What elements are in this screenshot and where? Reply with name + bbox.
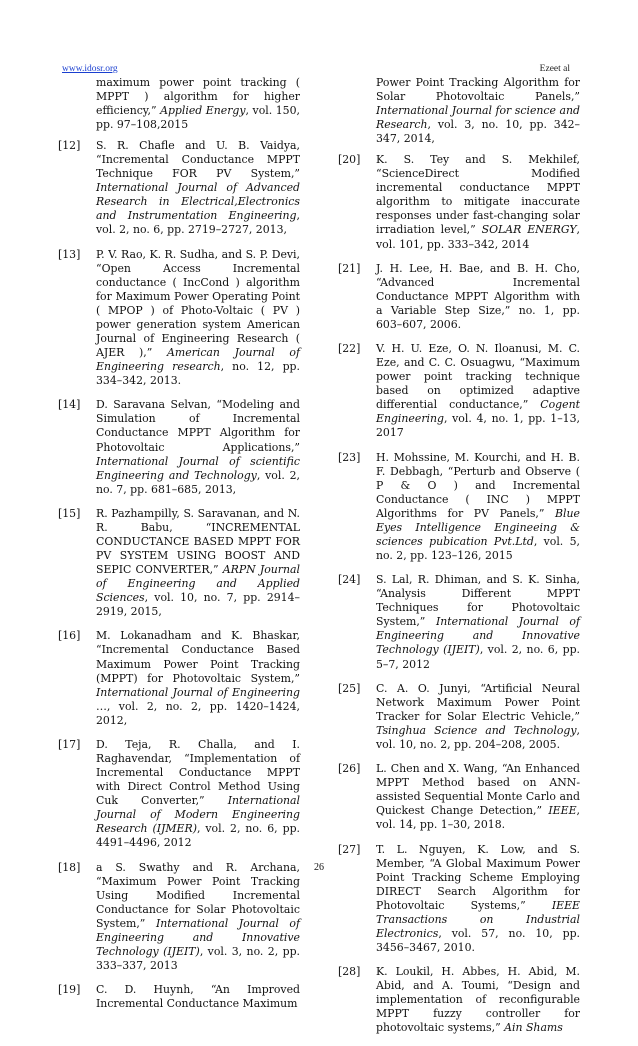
reference-entry — [338, 153, 580, 251]
reference-details: , vol. 10, no. 2, pp. 204–208, 2005. — [376, 723, 580, 751]
reference-text — [376, 342, 580, 440]
reference-venue: International Journal of Engineering and Innovative Technology (IJEIT) — [96, 916, 301, 958]
reference-text — [376, 682, 580, 752]
reference-text — [96, 76, 300, 132]
reference-text — [376, 451, 580, 563]
reference-entry — [338, 762, 580, 832]
reference-number: [26] — [338, 762, 361, 776]
reference-details: , vol. 2, no. 6, pp. 5–7, 2012 — [376, 643, 581, 671]
reference-details: , vol. 5, no. 2, pp. 123–126, 2015 — [376, 534, 580, 563]
reference-number: [12] — [58, 139, 81, 153]
reference-number: [20] — [338, 153, 361, 167]
reference-entry — [58, 629, 300, 727]
reference-entry — [338, 843, 580, 955]
reference-venue: Applied Energy — [160, 104, 246, 118]
reference-authors-title: P. V. Rao, K. R. Sudha, and S. P. Devi, “Open Access Incremental conductance ( IncCond ) algorithm for Maximum Power Operating Point ( MPOP ) of Photo-Voltaic ( PV ) power generation system American Journal of Engineering Research ( AJER ),” — [96, 247, 300, 360]
reference-number: [19] — [58, 983, 81, 997]
reference-details: , vol. 2, no. 6, pp. 2719–2727, 2013, — [96, 209, 300, 237]
page-number: 26 — [314, 862, 324, 873]
reference-venue: International Journal for science and Research — [376, 104, 580, 132]
reference-text — [376, 76, 580, 146]
reference-venue: IEEE — [548, 804, 577, 818]
reference-authors-title: C. D. Huynh, “An Improved Incremental Conductance Maximum — [96, 983, 300, 1011]
reference-details: , vol. 14, pp. 1–30, 2018. — [376, 804, 580, 832]
reference-details: , vol. 2, no. 7, pp. 681–685, 2013, — [96, 468, 300, 496]
references-left-column — [58, 76, 300, 1021]
reference-entry — [338, 573, 580, 671]
reference-details: , vol. 2, no. 6, pp. 4491–4496, 2012 — [96, 822, 301, 850]
reference-entry — [338, 342, 580, 440]
reference-entry — [58, 398, 300, 496]
reference-authors-title: M. Lokanadham and K. Bhaskar, “Incremental Conductance Based Maximum Power Point Tracking (MPPT) for Photovoltaic System,” — [96, 629, 300, 685]
reference-authors-title: H. Mohssine, M. Kourchi, and H. B. F. Debbagh, “Perturb and Observe ( P & O ) and Incremental Conductance ( INC ) MPPT Algorithms for PV Panels,” — [376, 450, 580, 520]
reference-details: …, vol. 2, no. 2, pp. 1420–1424, 2012, — [96, 699, 300, 727]
reference-number: [13] — [58, 247, 81, 261]
reference-number: [21] — [338, 261, 361, 275]
reference-entry — [338, 262, 580, 332]
reference-details: , no. 12, pp. 334–342, 2013. — [96, 360, 300, 388]
reference-number: [14] — [58, 398, 81, 412]
reference-entry — [58, 76, 300, 132]
reference-details: , vol. 150, pp. 97–108,2015 — [96, 104, 300, 132]
reference-authors-title: T. L. Nguyen, K. Low, and S. Member, “A Global Maximum Power Point Tracking Scheme Employing DIRECT Search Algorithm for Photovoltaic Systems,” — [376, 842, 580, 912]
reference-details: , vol. 3, no. 2, pp. 333–337, 2013 — [96, 944, 301, 972]
reference-entry — [58, 507, 300, 619]
reference-authors-title: D. Saravana Selvan, “Modeling and Simulation of Incremental Conductance MPPT Algorithm for Photovoltaic Applications,” — [96, 398, 300, 454]
reference-authors-title: Power Point Tracking Algorithm for Solar Photovoltaic Panels,” — [376, 76, 580, 104]
reference-text — [96, 139, 300, 237]
reference-authors-title: maximum power point tracking ( MPPT ) algorithm for higher efficiency,” — [96, 76, 300, 118]
reference-details: , vol. 101, pp. 333–342, 2014 — [376, 223, 580, 251]
reference-venue: American Journal of Engineering research — [96, 346, 300, 374]
reference-authors-title: a S. Swathy and R. Archana, “Maximum Power Point Tracking Using Modified Incremental Conductance for Solar Photovoltaic System,” — [96, 860, 300, 930]
reference-authors-title: K. Loukil, H. Abbes, H. Abid, M. Abid, and A. Toumi, “Design and implementation of reconfigurable MPPT fuzzy controller for photovoltaic systems,” — [376, 965, 580, 1035]
reference-venue: IEEE Transactions on Industrial Electronics — [376, 898, 580, 940]
reference-venue: International Journal of Engineering — [96, 685, 300, 699]
reference-text — [96, 398, 300, 496]
reference-entry — [338, 451, 580, 563]
reference-entry — [58, 861, 300, 973]
reference-entry — [338, 76, 580, 146]
reference-entry — [58, 738, 300, 850]
reference-venue: Ain Shams — [504, 1021, 563, 1035]
reference-text — [96, 738, 300, 850]
reference-number: [18] — [58, 860, 81, 874]
reference-authors-title: D. Teja, R. Challa, and I. Raghavendar, “Implementation of Incremental Conductance MPPT with Direct Control Method Using Cuk Converter,” — [96, 737, 300, 808]
reference-details: , vol. 3, no. 10, pp. 342–347, 2014, — [376, 118, 580, 146]
references-right-column — [338, 76, 580, 1046]
reference-details: , vol. 10, no. 7, pp. 2914–2919, 2015, — [96, 591, 300, 619]
reference-entry — [338, 965, 580, 1035]
reference-number: [28] — [338, 965, 361, 979]
reference-number: [22] — [338, 342, 361, 356]
reference-authors-title: R. Pazhampilly, S. Saravanan, and N. R. Babu, “INCREMENTAL CONDUCTANCE BASED MPPT FOR PV SYSTEM USING BOOST AND SEPIC CONVERTER,” — [96, 506, 300, 577]
reference-venue: Blue Eyes Intelligence Engineeing & sciences pubication Pvt.Ltd — [376, 506, 580, 548]
reference-authors-title: S. Lal, R. Dhiman, and S. K. Sinha, “Analysis Different MPPT Techniques for Photovoltaic System,” — [376, 573, 580, 629]
reference-venue: International Journal of Advanced Research in Electrical,Electronics and Instrumentation Engineering — [96, 181, 300, 223]
reference-authors-title: S. R. Chafle and U. B. Vaidya, “Incremental Conductance MPPT Technique FOR PV System,” — [96, 139, 300, 181]
reference-number: [27] — [338, 842, 361, 856]
reference-text — [376, 762, 580, 832]
reference-entry — [58, 139, 300, 237]
reference-text — [376, 573, 580, 671]
reference-authors-title: C. A. O. Junyi, “Artificial Neural Network Maximum Power Point Tracker for Solar Electric Vehicle,” — [376, 681, 580, 723]
running-authors: Ezeet al — [539, 64, 570, 74]
reference-text — [376, 965, 580, 1035]
reference-venue: SOLAR ENERGY — [481, 223, 577, 237]
reference-number: [24] — [338, 573, 361, 587]
reference-text — [376, 153, 580, 251]
reference-venue: International Journal of Modern Engineering Research (IJMER) — [96, 794, 300, 836]
reference-venue: International Journal of Engineering and Innovative Technology (IJEIT) — [376, 615, 581, 657]
reference-number: [25] — [338, 681, 361, 695]
reference-details: , vol. 4, no. 1, pp. 1–13, 2017 — [376, 412, 580, 440]
reference-text — [376, 843, 580, 955]
reference-authors-title: V. H. U. Eze, O. N. Iloanusi, M. C. Eze, and C. C. Osuagwu, “Maximum power point tracking technique based on optimized adaptive differential conductance,” — [376, 342, 580, 412]
reference-details: , vol. 57, no. 10, pp. 3456–3467, 2010. — [376, 926, 580, 954]
reference-entry — [58, 983, 300, 1011]
reference-entry — [58, 248, 300, 388]
reference-venue: International Journal of scientific Engineering and Technology — [96, 454, 300, 482]
reference-authors-title: L. Chen and X. Wang, “An Enhanced MPPT Method based on ANN-assisted Sequential Monte Carlo and Quickest Change Detection,” — [376, 762, 580, 818]
reference-text — [96, 983, 300, 1011]
reference-text — [96, 248, 300, 388]
reference-number: [23] — [338, 450, 361, 464]
reference-entry — [338, 682, 580, 752]
reference-venue: ARPN Journal of Engineering and Applied Sciences — [96, 563, 300, 605]
reference-text — [96, 507, 300, 619]
reference-text — [96, 629, 300, 727]
reference-number: [16] — [58, 629, 81, 643]
reference-number: [15] — [58, 506, 81, 520]
reference-venue: Cogent Engineering — [376, 398, 580, 426]
reference-text — [96, 861, 300, 973]
journal-site-link[interactable]: www.idosr.org — [62, 64, 118, 74]
reference-text — [376, 262, 580, 332]
reference-number: [17] — [58, 737, 81, 751]
reference-authors-title: J. H. Lee, H. Bae, and B. H. Cho, “Advanced Incremental Conductance MPPT Algorithm with a Variable Step Size,” no. 1, pp. 603–607, 2006. — [376, 261, 580, 331]
reference-venue: Tsinghua Science and Technology — [376, 723, 577, 737]
reference-authors-title: K. S. Tey and S. Mekhilef, “ScienceDirect Modified incremental conductance MPPT algorithm to mitigate inaccurate responses under fast-changing solar irradiation level,” — [376, 153, 580, 237]
